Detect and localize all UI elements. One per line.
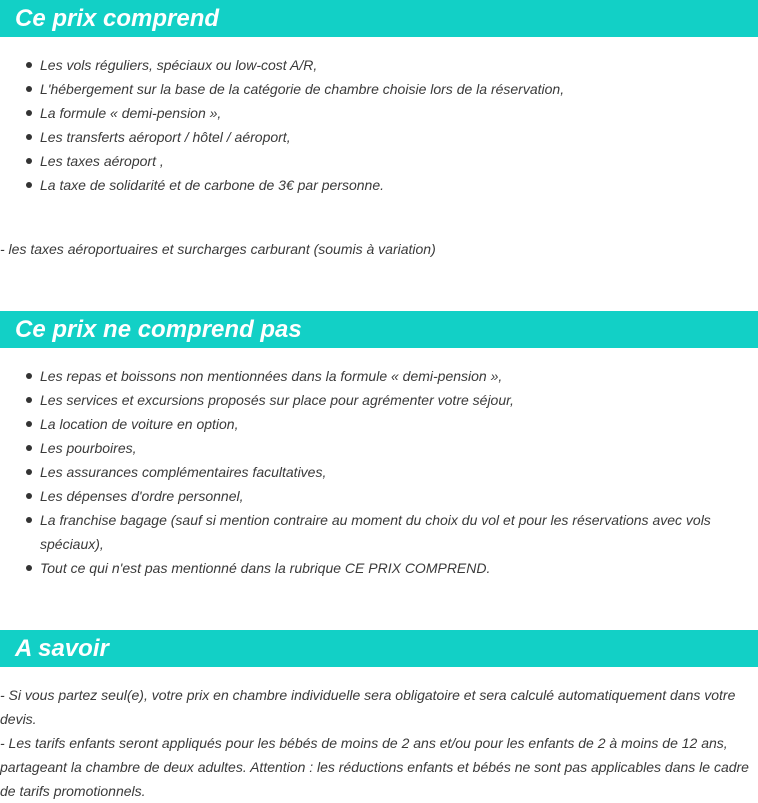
bullet-icon — [26, 397, 32, 403]
bullet-icon — [26, 565, 32, 571]
list-item: La formule « demi-pension », — [0, 101, 740, 125]
list-item: Les services et excursions proposés sur place pour agrémenter votre séjour, — [0, 388, 740, 412]
bullet-icon — [26, 182, 32, 188]
excluded-list — [0, 364, 740, 580]
included-note: - les taxes aéroportuaires et surcharges carburant (soumis à variation) — [0, 241, 436, 257]
section-title-included: Ce prix comprend — [0, 0, 758, 37]
bullet-icon — [26, 445, 32, 451]
bullet-icon — [26, 373, 32, 379]
bullet-icon — [26, 158, 32, 164]
bullet-icon — [26, 421, 32, 427]
bullet-icon — [26, 469, 32, 475]
bullet-icon — [26, 493, 32, 499]
bullet-icon — [26, 517, 32, 523]
bullet-icon — [26, 134, 32, 140]
list-item: La franchise bagage (sauf si mention contraire au moment du choix du vol et pour les réservations avec vols spéciaux), — [0, 508, 740, 556]
included-list — [0, 53, 740, 197]
bullet-icon — [26, 86, 32, 92]
bullet-icon — [26, 110, 32, 116]
list-item: Les assurances complémentaires facultatives, — [0, 460, 740, 484]
list-item: Les pourboires, — [0, 436, 740, 460]
list-item: Les taxes aéroport , — [0, 149, 740, 173]
list-item: La taxe de solidarité et de carbone de 3€ par personne. — [0, 173, 740, 197]
section-title-info: A savoir — [0, 630, 758, 667]
list-item: Les vols réguliers, spéciaux ou low-cost A/R, — [0, 53, 740, 77]
info-paragraph-solo: - Si vous partez seul(e), votre prix en chambre individuelle sera obligatoire et sera calculé automatiquement dans votre devis. — [0, 687, 736, 727]
list-item: La location de voiture en option, — [0, 412, 740, 436]
list-item: Les repas et boissons non mentionnées dans la formule « demi-pension », — [0, 364, 740, 388]
list-item: Les transferts aéroport / hôtel / aéroport, — [0, 125, 740, 149]
list-item: Tout ce qui n'est pas mentionné dans la rubrique CE PRIX COMPREND. — [0, 556, 740, 580]
list-item: Les dépenses d'ordre personnel, — [0, 484, 740, 508]
bullet-icon — [26, 62, 32, 68]
list-item: L'hébergement sur la base de la catégorie de chambre choisie lors de la réservation, — [0, 77, 740, 101]
section-title-excluded: Ce prix ne comprend pas — [0, 311, 758, 348]
info-paragraph-children: - Les tarifs enfants seront appliqués pour les bébés de moins de 2 ans et/ou pour les enfants de 2 à moins de 12 ans, partageant la chambre de deux adultes. Attention : les réductions enfants et bébés ne sont pas applicables dans le cadre de tarifs promotionnels. — [0, 735, 749, 799]
